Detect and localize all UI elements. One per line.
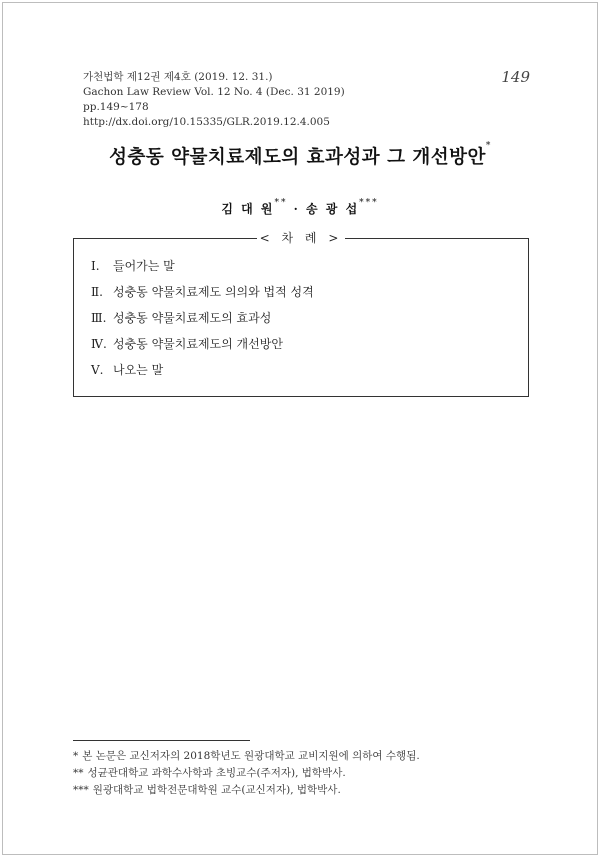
footnote-text: 성균관대학교 과학수사학과 초빙교수(주저자), 법학박사. <box>87 767 346 779</box>
footnote <box>73 782 420 799</box>
toc-item-number: Ⅲ. <box>91 311 107 325</box>
author-separator: · <box>293 202 300 216</box>
page-number: 149 <box>501 68 530 86</box>
footnote-mark: * <box>73 750 79 762</box>
toc-item[interactable] <box>91 357 314 383</box>
toc-item-number: Ⅰ. <box>91 259 100 273</box>
title-footnote-mark: * <box>485 141 491 151</box>
toc-item-number: Ⅴ. <box>91 363 104 377</box>
toc-item[interactable] <box>91 253 314 279</box>
journal-english: Gachon Law Review Vol. 12 No. 4 (Dec. 31 2019) <box>83 86 345 98</box>
footnotes <box>73 748 420 799</box>
toc-list <box>91 253 314 383</box>
toc-item-number: Ⅱ. <box>91 285 103 299</box>
toc-item-label: 나오는 말 <box>113 363 164 377</box>
journal-korean: 가천법학 제12권 제4호 (2019. 12. 31.) <box>83 71 273 83</box>
table-of-contents <box>73 231 529 397</box>
footnote <box>73 765 420 782</box>
author-first-mark: ** <box>274 198 288 208</box>
toc-right-bracket-icon: > <box>328 231 343 245</box>
title-text: 성충동 약물치료제도의 효과성과 그 개선방안 <box>109 147 486 168</box>
toc-heading <box>74 229 528 246</box>
footnote-text: 본 논문은 교신저자의 2018학년도 원광대학교 교비지원에 의하여 수행됨. <box>82 750 420 762</box>
footnote-divider <box>73 740 250 741</box>
doi-link[interactable]: http://dx.doi.org/10.15335/GLR.2019.12.4.005 <box>83 116 330 128</box>
toc-item-label: 성충동 약물치료제도 의의와 법적 성격 <box>113 285 314 299</box>
footnote <box>73 748 420 765</box>
author-line <box>0 200 600 217</box>
author-second-mark: *** <box>359 198 379 208</box>
toc-item[interactable] <box>91 305 314 331</box>
footnote-mark: ** <box>73 767 84 779</box>
toc-item-label: 성충동 약물치료제도의 개선방안 <box>113 337 283 351</box>
toc-item-label: 들어가는 말 <box>113 259 175 273</box>
journal-header <box>83 70 345 130</box>
paper-title <box>0 143 600 169</box>
page-range: pp.149~178 <box>83 101 149 113</box>
author-first: 김 대 원 <box>221 202 275 216</box>
author-second: 송 광 섭 <box>306 202 360 216</box>
toc-left-bracket-icon: < <box>259 231 274 245</box>
toc-item[interactable] <box>91 279 314 305</box>
footnote-mark: *** <box>73 784 89 796</box>
footnote-text: 원광대학교 법학전문대학원 교수(교신저자), 법학박사. <box>92 784 341 796</box>
toc-item-number: Ⅳ. <box>91 337 107 351</box>
toc-heading-text: 차 례 <box>281 231 321 245</box>
toc-item-label: 성충동 약물치료제도의 효과성 <box>113 311 272 325</box>
toc-item[interactable] <box>91 331 314 357</box>
